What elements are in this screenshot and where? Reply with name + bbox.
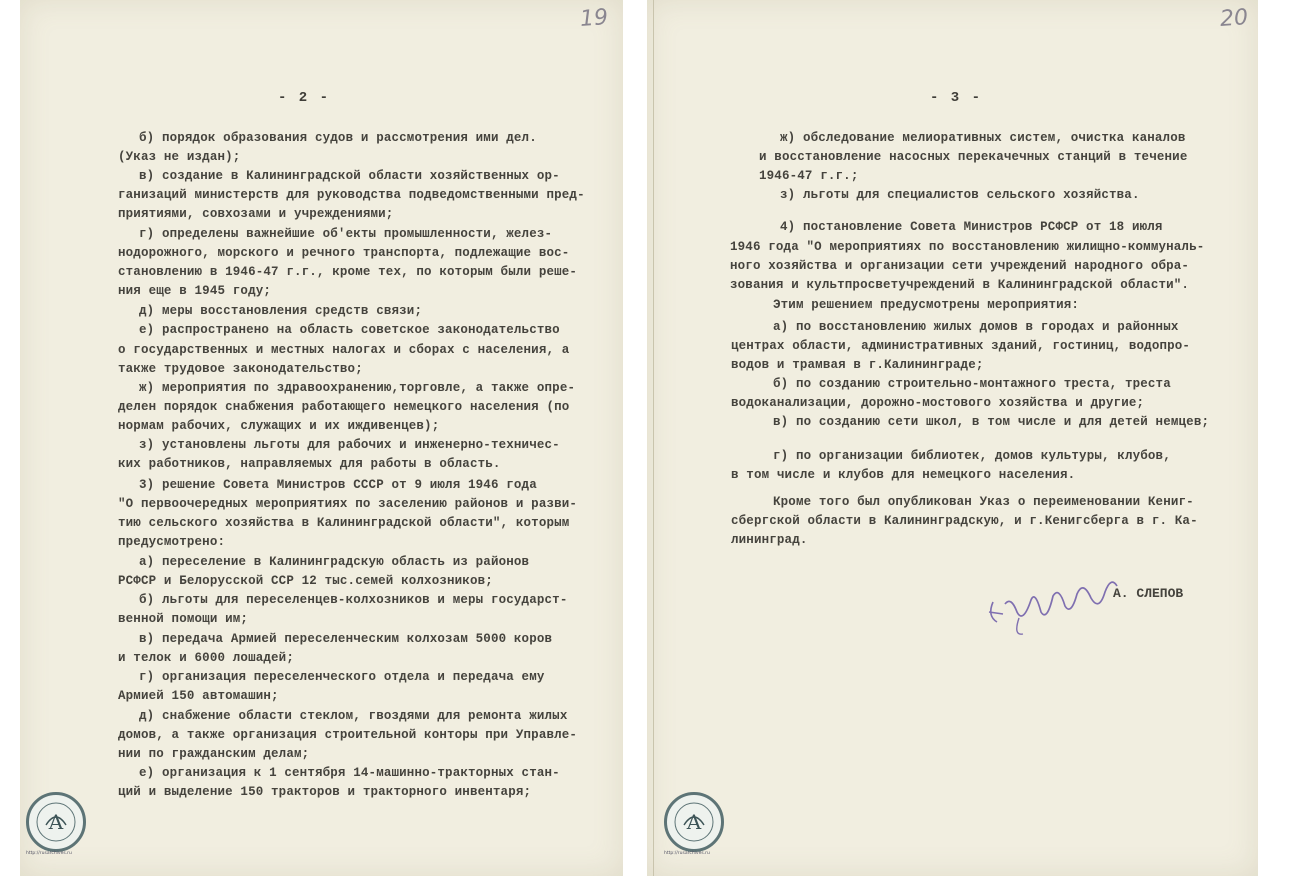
text-line: 4) постановление Совета Министров РСФСР от 18 июля [780, 220, 1163, 234]
page-number: - 2 - [278, 90, 331, 106]
text-line: е) распространено на область советское законодательство [139, 323, 560, 337]
text-line: ж) мероприятия по здравоохранению,торговле, а также опре- [139, 381, 576, 395]
text-line: домов, а также организация строительной конторы при Управле- [118, 728, 578, 742]
text-line: г) организация переселенческого отдела и передача ему [139, 670, 545, 684]
text-line: нормам рабочих, служащих и их иждивенцев); [118, 419, 440, 433]
signer-name: А. СЛЕПОВ [1113, 586, 1184, 601]
text-line: д) снабжение области стеклом, гвоздями для ремонта жилых [139, 709, 568, 723]
text-line: нии по гражданским делам; [118, 747, 310, 761]
signature-image [979, 556, 1139, 646]
text-line: также трудовое законодательство; [118, 362, 363, 376]
text-line: в том числе и клубов для немецкого населения. [731, 468, 1076, 482]
folio-number: 20 [1219, 5, 1249, 32]
text-line: г) определены важнейшие об'екты промышленности, желез- [139, 227, 553, 241]
text-line: 1946-47 г.г.; [759, 169, 859, 183]
text-line: водов и трамвая в г.Калининграде; [731, 358, 984, 372]
text-line: 3) решение Совета Министров СССР от 9 июля 1946 года [139, 478, 537, 492]
archive-logo-icon [667, 795, 721, 849]
text-line: ж) обследование мелиоративных систем, очистка каналов [780, 131, 1186, 145]
text-line: (Указ не издан); [118, 150, 241, 164]
svg-text:A: A [686, 810, 702, 834]
text-line: и телок и 6000 лошадей; [118, 651, 294, 665]
archive-logo-icon [29, 795, 83, 849]
text-line: б) по созданию строительно-монтажного треста, треста [773, 377, 1171, 391]
text-line: РСФСР и Белорусской ССР 12 тыс.семей колхозников; [118, 574, 493, 588]
text-line: зования и культпросветучреждений в Калининградской области". [730, 278, 1190, 292]
text-line: делен порядок снабжения работающего немецкого населения (по [118, 400, 570, 414]
text-line: и восстановление насосных перекачечных станций в течение [759, 150, 1188, 164]
text-line: ганизаций министерств для руководства подведомственными пред- [118, 188, 585, 202]
text-line: центрах области, административных зданий, гостиниц, водопро- [731, 339, 1191, 353]
text-line: Этим решением предусмотрены мероприятия: [773, 298, 1080, 312]
text-line: д) меры восстановления средств связи; [139, 304, 423, 318]
text-line: ного хозяйства и организации сети учреждений народного обра- [730, 259, 1190, 273]
text-line: о государственных и местных налогах и сборах с населения, а [118, 343, 570, 357]
text-line: становлению в 1946-47 г.г., кроме тех, по которым были реше- [118, 265, 578, 279]
text-line: а) по восстановлению жилых домов в городах и районных [773, 320, 1179, 334]
text-line: е) организация к 1 сентября 14-машинно-тракторных стан- [139, 766, 560, 780]
text-line: в) по созданию сети школ, в том числе и для детей немцев; [773, 415, 1210, 429]
text-line: б) льготы для переселенцев-колхозников и меры государст- [139, 593, 568, 607]
text-line: а) переселение в Калининградскую область из районов [139, 555, 530, 569]
page-number: - 3 - [930, 90, 983, 106]
text-line: Кроме того был опубликован Указ о переименовании Кениг- [773, 495, 1194, 509]
stamp-url: http://rusarchives.ru [26, 851, 72, 856]
text-line: лининград. [731, 533, 808, 547]
document-page-left [20, 0, 623, 876]
text-line: приятиями, совхозами и учреждениями; [118, 207, 394, 221]
document-page-right [647, 0, 1258, 876]
text-line: ких работников, направляемых для работы в область. [118, 457, 501, 471]
text-line: водоканализации, дорожно-мостового хозяйства и другие; [731, 396, 1145, 410]
archive-stamp [664, 792, 724, 852]
text-line: з) льготы для специалистов сельского хозяйства. [780, 188, 1140, 202]
text-line: з) установлены льготы для рабочих и инженерно-техничес- [139, 438, 560, 452]
text-line: ций и выделение 150 тракторов и тракторного инвентаря; [118, 785, 532, 799]
text-line: Армией 150 автомашин; [118, 689, 279, 703]
stamp-url: http://rusarchives.ru [664, 851, 710, 856]
text-line: венной помощи им; [118, 612, 249, 626]
folio-number: 19 [579, 5, 609, 32]
text-line: "О первоочередных мероприятиях по заселению районов и разви- [118, 497, 578, 511]
text-line: в) создание в Калининградской области хозяйственных ор- [139, 169, 560, 183]
text-line: предусмотрено: [118, 535, 226, 549]
text-line: сбергской области в Калининградскую, и г.Кенигсберга в г. Ка- [731, 514, 1198, 528]
text-line: ния еще в 1945 году; [118, 284, 272, 298]
text-line: тию сельского хозяйства в Калининградской области", которым [118, 516, 570, 530]
text-line: нодорожного, морского и речного транспорта, подлежащие вос- [118, 246, 570, 260]
text-line: в) передача Армией переселенческим колхозам 5000 коров [139, 632, 553, 646]
archive-stamp [26, 792, 86, 852]
svg-text:A: A [48, 810, 64, 834]
text-line: б) порядок образования судов и рассмотрения ими дел. [139, 131, 537, 145]
text-line: 1946 года "О мероприятиях по восстановлению жилищно-коммуналь- [730, 240, 1205, 254]
page-edge [653, 0, 654, 876]
text-line: г) по организации библиотек, домов культуры, клубов, [773, 449, 1171, 463]
